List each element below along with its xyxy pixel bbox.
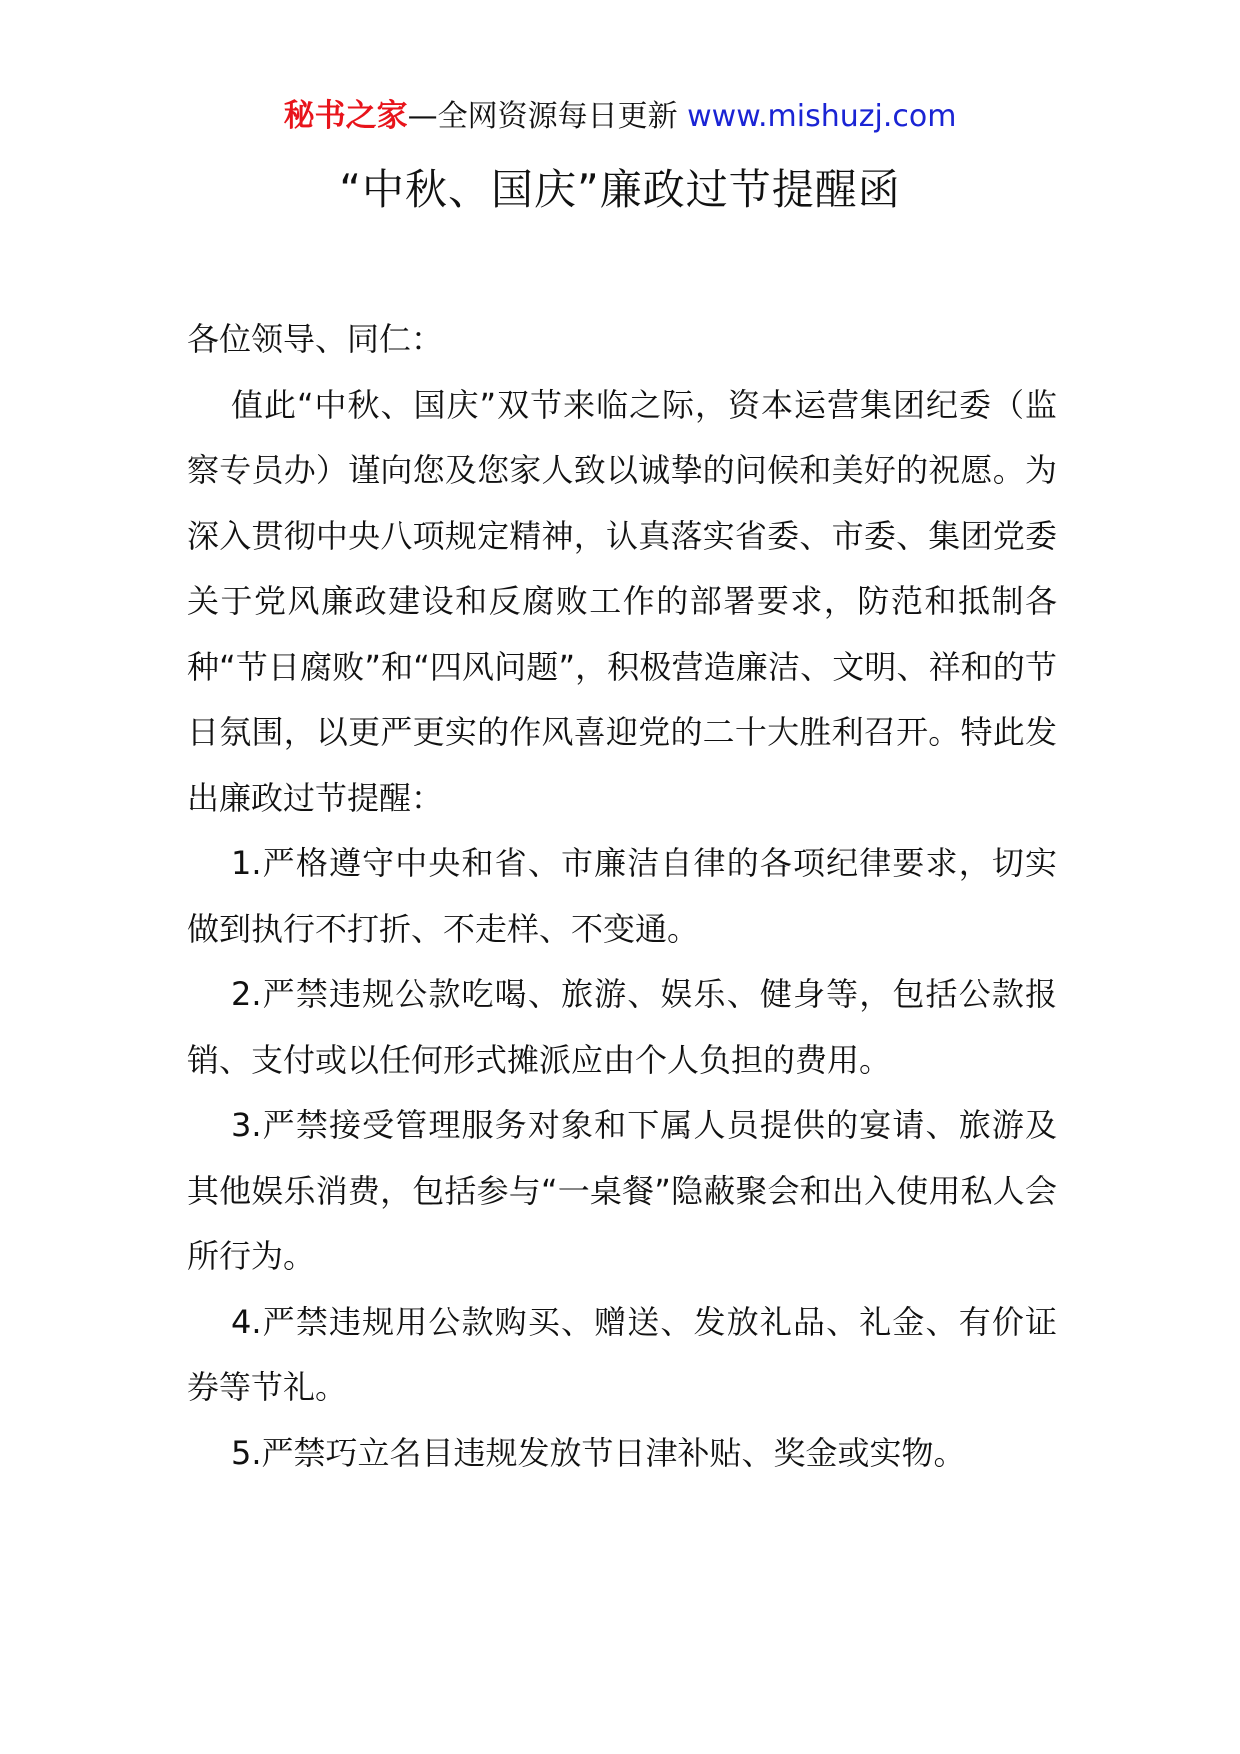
site-slogan: —全网资源每日更新 (407, 99, 688, 134)
site-brand: 秘书之家 (283, 98, 408, 134)
rule-item-4: 4.严禁违规用公款购买、赠送、发放礼品、礼金、有价证券等节礼。 (187, 1302, 1057, 1406)
salutation: 各位领导、同仁： (187, 320, 444, 358)
document-body (187, 307, 1057, 1486)
intro-paragraph: 值此“中秋、国庆”双节来临之际，资本运营集团纪委（监察专员办）谨向您及您家人致以诚挚的问候和美好的祝愿。为深入贯彻中央八项规定精神，认真落实省委、市委、集团党委关于党风廉政建设和反腐败工作的部署要求，防范和抵制各种“节日腐败”和“四风问题”，积极营造廉洁、文明、祥和的节日氛围，以更严更实的作风喜迎党的二十大胜利召开。特此发出廉政过节提醒： (187, 385, 1057, 817)
rule-item-2: 2.严禁违规公款吃喝、旅游、娱乐、健身等，包括公款报销、支付或以任何形式摊派应由个人负担的费用。 (187, 975, 1057, 1079)
rule-item-3: 3.严禁接受管理服务对象和下属人员提供的宴请、旅游及其他娱乐消费，包括参与“一桌餐”隐蔽聚会和出入使用私人会所行为。 (187, 1106, 1057, 1275)
site-header (0, 96, 1240, 137)
rule-item-5: 5.严禁巧立名目违规发放节日津补贴、奖金或实物。 (231, 1433, 966, 1472)
rule-item-1: 1.严格遵守中央和省、市廉洁自律的各项纪律要求，切实做到执行不打折、不走样、不变通。 (187, 844, 1057, 948)
site-url-link[interactable]: www.mishuzj.com (687, 99, 957, 134)
document-title: “中秋、国庆”廉政过节提醒函 (339, 165, 901, 214)
